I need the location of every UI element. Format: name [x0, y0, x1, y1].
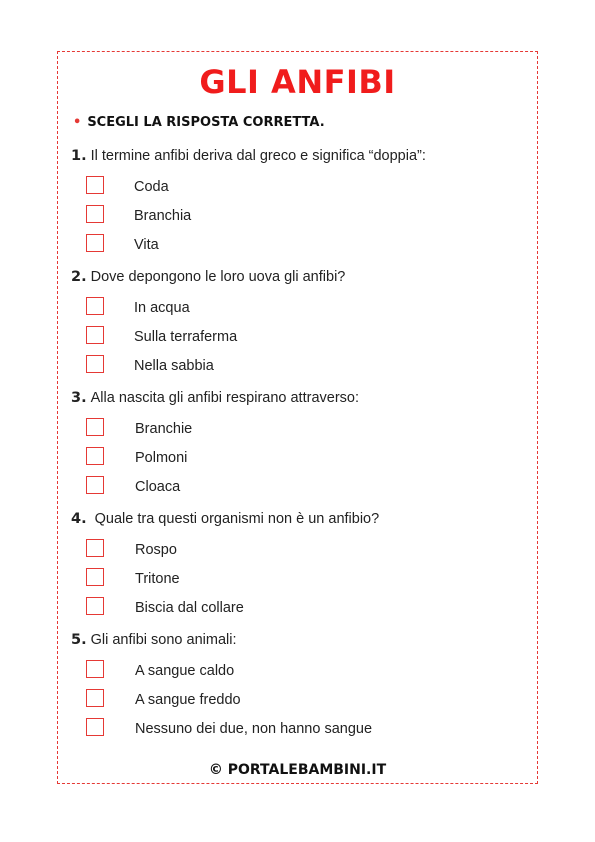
question-number: 2.	[71, 269, 87, 285]
option-label: Sulla terraferma	[134, 329, 238, 345]
checkbox-q1-option-3[interactable]	[86, 234, 104, 252]
bullet-icon: •	[73, 115, 82, 130]
checkbox-q3-option-2[interactable]	[86, 447, 104, 465]
option-label: Vita	[134, 237, 159, 253]
option-label: Coda	[134, 179, 169, 195]
question-3	[71, 390, 359, 406]
question-text: Il termine anfibi deriva dal greco e significa “doppia”:	[90, 148, 426, 164]
question-number: 5.	[71, 632, 87, 648]
checkbox-q4-option-3[interactable]	[86, 597, 104, 615]
question-1	[71, 148, 426, 164]
option-label: Cloaca	[135, 479, 181, 495]
checkbox-q4-option-1[interactable]	[86, 539, 104, 557]
checkbox-q1-option-1[interactable]	[86, 176, 104, 194]
option-label: Nella sabbia	[134, 358, 214, 374]
checkbox-q2-option-3[interactable]	[86, 355, 104, 373]
instruction-text: SCEGLI LA RISPOSTA CORRETTA.	[87, 115, 325, 130]
question-text: Alla nascita gli anfibi respirano attraverso:	[90, 390, 359, 406]
checkbox-q4-option-2[interactable]	[86, 568, 104, 586]
option-label: Branchia	[134, 208, 192, 224]
page-title: GLI ANFIBI	[199, 63, 396, 101]
question-number: 4.	[71, 511, 87, 527]
checkbox-q2-option-1[interactable]	[86, 297, 104, 315]
option-label: In acqua	[134, 300, 190, 316]
checkbox-q1-option-2[interactable]	[86, 205, 104, 223]
option-label: Tritone	[135, 571, 180, 587]
question-5	[71, 632, 237, 648]
question-number: 3.	[71, 390, 87, 406]
question-text: Gli anfibi sono animali:	[90, 632, 237, 648]
option-label: A sangue freddo	[135, 692, 241, 708]
question-text: Dove depongono le loro uova gli anfibi?	[90, 269, 346, 285]
option-label: Nessuno dei due, non hanno sangue	[135, 721, 373, 737]
checkbox-q2-option-2[interactable]	[86, 326, 104, 344]
question-4	[71, 511, 379, 527]
checkbox-q5-option-3[interactable]	[86, 718, 104, 736]
question-text: Quale tra questi organismi non è un anfibio?	[90, 511, 380, 527]
checkbox-q5-option-1[interactable]	[86, 660, 104, 678]
question-number: 1.	[71, 148, 87, 164]
checkbox-q5-option-2[interactable]	[86, 689, 104, 707]
checkbox-q3-option-1[interactable]	[86, 418, 104, 436]
option-label: Rospo	[135, 542, 177, 558]
option-label: Biscia dal collare	[135, 600, 244, 616]
instruction	[73, 115, 325, 130]
option-label: Polmoni	[135, 450, 188, 466]
option-label: Branchie	[135, 421, 193, 437]
checkbox-q3-option-3[interactable]	[86, 476, 104, 494]
option-label: A sangue caldo	[135, 663, 235, 679]
question-2	[71, 269, 345, 285]
footer-copyright: © PORTALEBAMBINI.IT	[208, 762, 387, 778]
